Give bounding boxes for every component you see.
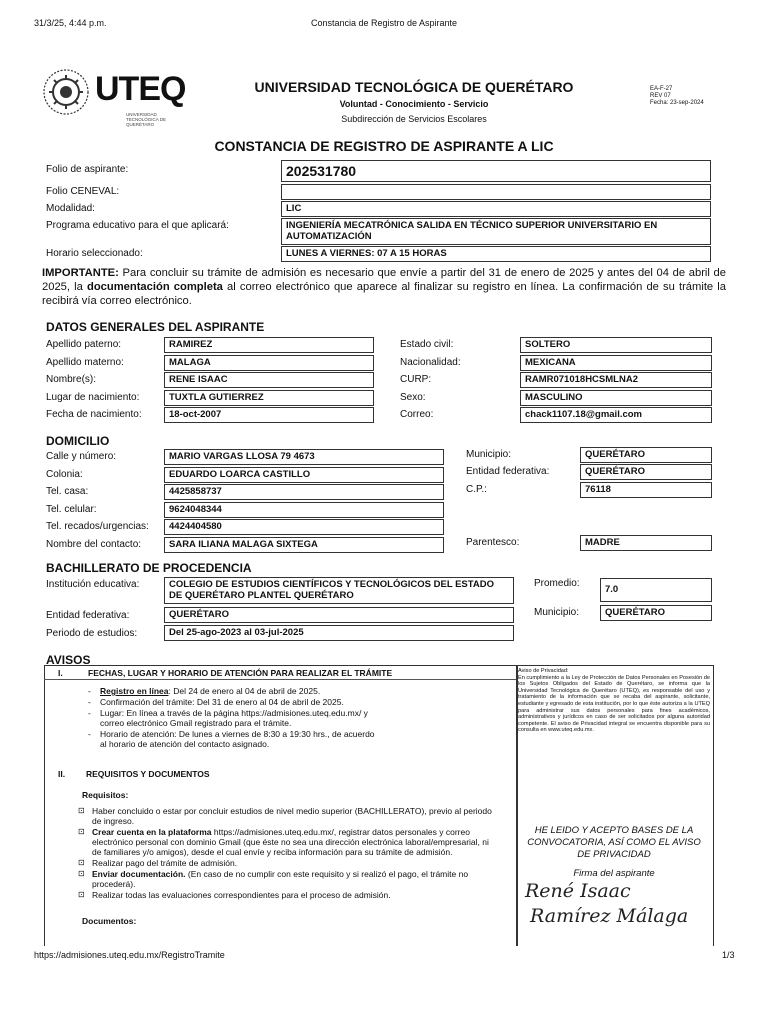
s1-item	[88, 697, 378, 707]
bach-inst-field: COLEGIO DE ESTUDIOS CIENTÍFICOS Y TECNOLÓGICOS DEL ESTADO DE QUERÉTARO PLANTEL QUERÉTARO	[164, 577, 514, 604]
datos-field: MALAGA	[164, 355, 374, 371]
s1-item-text: Horario de atención: De lunes a viernes de 8:30 a 19:30 hrs., de acuerdo al horario de atención del contacto asignado.	[100, 729, 375, 749]
dom-entidad-field: QUERÉTARO	[580, 464, 712, 480]
datos-field: 18-oct-2007	[164, 407, 374, 423]
requisito-item	[78, 890, 498, 900]
datos-label: Apellido paterno:	[46, 339, 122, 350]
requisito-item	[78, 806, 498, 826]
signature-line-1: René Isaac	[525, 880, 631, 902]
domicilio-label: Nombre del contacto:	[46, 538, 142, 550]
section-title-avisos: AVISOS	[46, 653, 91, 667]
ceneval-label: Folio CENEVAL:	[46, 186, 120, 197]
s2-number: II.	[58, 769, 66, 779]
domicilio-field: SARA ILIANA MALAGA SIXTEGA	[164, 537, 444, 553]
document-title: CONSTANCIA DE REGISTRO DE ASPIRANTE A LIC	[214, 138, 554, 154]
acceptance-text: HE LEIDO Y ACEPTO BASES DE LA CONVOCATORIA, ASÍ COMO EL AVISO DE PRIVACIDAD	[527, 825, 701, 860]
datos-field: SOLTERO	[520, 337, 712, 353]
s1-item	[88, 686, 378, 696]
section-title-domicilio: DOMICILIO	[46, 434, 110, 448]
dom-parentesco-label: Parentesco:	[466, 537, 520, 548]
modalidad-field: LIC	[281, 201, 711, 217]
section-title-datos: DATOS GENERALES DEL ASPIRANTE	[46, 320, 265, 334]
s2-title: REQUISITOS Y DOCUMENTOS	[86, 769, 210, 779]
domicilio-field: 4425858737	[164, 484, 444, 500]
folio-label: Folio de aspirante:	[46, 164, 129, 175]
bach-entidad-label: Entidad federativa:	[46, 610, 130, 621]
s1-list	[88, 686, 378, 750]
s1-item	[88, 708, 378, 728]
bach-inst-label: Institución educativa:	[46, 579, 140, 590]
s1-item-text: Lugar: En línea a través de la página https://admisiones.uteq.edu.mx/ y correo electrónico Gmail registrado para el trámite.	[100, 708, 368, 728]
domicilio-field: EDUARDO LOARCA CASTILLO	[164, 467, 444, 483]
datos-label: Estado civil:	[400, 339, 454, 350]
programa-field: INGENIERÍA MECATRÓNICA SALIDA EN TÉCNICO SUPERIOR UNIVERSITARIO EN AUTOMATIZACIÓN	[281, 218, 711, 245]
s1-item-text: Confirmación del trámite: Del 31 de enero al 04 de abril de 2025.	[100, 697, 344, 707]
dom-cp-label: C.P.:	[466, 484, 487, 495]
domicilio-field: 4424404580	[164, 519, 444, 535]
requisito-item	[78, 858, 498, 868]
dom-parentesco-field: MADRE	[580, 535, 712, 551]
domicilio-label: Tel. celular:	[46, 503, 97, 515]
datos-field: MASCULINO	[520, 390, 712, 406]
programa-label: Programa educativo para el que aplicará:	[46, 220, 229, 231]
print-page-title: Constancia de Registro de Aspirante	[310, 18, 458, 28]
firma-label: Firma del aspirante	[573, 868, 655, 879]
uteq-logo: UTEQ	[95, 70, 186, 108]
requisito-lead: Crear cuenta en la plataforma	[92, 827, 212, 837]
bullet-dash: -	[88, 686, 91, 696]
datos-field: RENE ISAAC	[164, 372, 374, 388]
datos-label: Apellido materno:	[46, 356, 124, 368]
print-timestamp: 31/3/25, 4:44 p.m.	[34, 18, 107, 28]
bullet-dash: -	[88, 729, 91, 739]
checkbox-icon: ⊡	[78, 827, 85, 836]
domicilio-field: 9624048344	[164, 502, 444, 518]
requisito-text: https://admisiones.uteq.edu.mx/, registrar datos personales y correo electrónico personal con dominio Gmail (que éste no sea una dirección electrónica laboral/empresarial, ni de familiares y/o amigos), desde el cual envíe y reciba información para su trámite de admisión.	[92, 827, 489, 857]
domicilio-label: Tel. recados/urgencias:	[46, 521, 149, 532]
requisito-lead: Enviar documentación.	[92, 869, 186, 879]
requisito-text: (En caso de no cumplir con este requisito y si realizó el pago, el trámite no procederá).	[92, 869, 469, 889]
important-notice: IMPORTANTE: Para concluir su trámite de admisión es necesario que envíe a partir del 31 de enero de 2025 y antes del 04 de abril de 2025, la documentación completa al correo electrónico que aparece al finalizar su registro en línea. La confirmación de su trámite la recibirá vía correo electrónico.	[42, 267, 726, 307]
s1-item	[88, 729, 378, 749]
datos-label: Sexo:	[400, 391, 426, 403]
datos-label: Nombre(s):	[46, 374, 97, 385]
ceneval-field	[281, 184, 711, 200]
privacy-notice: Aviso de Privacidad: En cumplimiento a la Ley de Protección de Datos Personales en Posesión de los Sujetos Obligados del Estado de Querétaro, se informa que la Universidad Tecnológica de Querétaro (UTEQ), es responsable del uso y tratamiento de la información que se recaba del aspirante, solicitante, estudiante y egresado de esta institución, por lo que éste autoriza a la UTEQ para administrar sus datos personales para fines académicos, administrativos y jurídicos en caso de ser solicitados por alguna autoridad competente. El aviso de Privacidad integral se encuentra disponible para su consulta en www.uteq.edu.mx.	[518, 668, 710, 734]
print-page-number: 1/3	[722, 950, 735, 960]
bach-municipio-field: QUERÉTARO	[600, 605, 712, 621]
requisito-text: Realizar todas las evaluaciones correspondientes para el proceso de admisión.	[92, 890, 391, 900]
uteq-logo-subtext: UNIVERSIDAD TECNOLÓGICA DE QUERÉTARO	[126, 112, 167, 127]
horario-label: Horario seleccionado:	[46, 248, 143, 259]
requisito-item	[78, 869, 498, 889]
document-code: EA-F-27 REV 07 Fecha: 23-sep-2024	[650, 86, 704, 106]
bach-periodo-field: Del 25-ago-2023 al 03-jul-2025	[164, 625, 514, 641]
domicilio-label: Tel. casa:	[46, 486, 89, 497]
requisitos-list	[78, 806, 498, 901]
s1-title: FECHAS, LUGAR Y HORARIO DE ATENCIÓN PARA REALIZAR EL TRÁMITE	[88, 668, 393, 678]
bach-entidad-field: QUERÉTARO	[164, 607, 514, 623]
documentos-label: Documentos:	[82, 916, 137, 926]
bach-municipio-label: Municipio:	[534, 607, 580, 618]
datos-field: RAMIREZ	[164, 337, 374, 353]
signature-line-2: Ramírez Málaga	[530, 905, 689, 927]
s1-item-lead: Registro en línea	[100, 686, 169, 696]
requisito-item	[78, 827, 498, 857]
dom-municipio-label: Municipio:	[466, 449, 512, 460]
s1-number: I.	[58, 668, 63, 678]
s1-item-text: : Del 24 de enero al 04 de abril de 2025.	[168, 686, 321, 696]
bach-promedio-label: Promedio:	[534, 578, 580, 589]
checkbox-icon: ⊡	[78, 806, 85, 815]
bach-promedio-field: 7.0	[600, 578, 712, 602]
domicilio-label: Colonia:	[46, 468, 83, 480]
folio-field: 202531780	[281, 160, 711, 182]
domicilio-label: Calle y número:	[46, 451, 117, 462]
dom-cp-field: 76118	[580, 482, 712, 498]
uteq-seal-icon	[42, 68, 90, 116]
checkbox-icon: ⊡	[78, 858, 85, 867]
datos-label: Lugar de nacimiento:	[46, 391, 140, 403]
dom-entidad-label: Entidad federativa:	[466, 466, 550, 477]
bullet-dash: -	[88, 697, 91, 707]
department-name: Subdirección de Servicios Escolares	[341, 114, 487, 124]
horario-field: LUNES A VIERNES: 07 A 15 HORAS	[281, 246, 711, 262]
university-motto: Voluntad - Conocimiento - Servicio	[339, 99, 489, 109]
datos-label: Fecha de nacimiento:	[46, 409, 142, 420]
requisitos-label: Requisitos:	[82, 790, 129, 800]
print-url: https://admisiones.uteq.edu.mx/RegistroTramite	[34, 950, 225, 960]
university-name: UNIVERSIDAD TECNOLÓGICA DE QUERÉTARO	[254, 79, 574, 95]
checkbox-icon: ⊡	[78, 890, 85, 899]
datos-label: CURP:	[400, 374, 432, 385]
datos-label: Correo:	[400, 409, 434, 420]
requisito-text: Haber concluido o estar por concluir estudios de nivel medio superior (BACHILLERATO), previo al periodo de ingreso.	[92, 806, 492, 826]
domicilio-field: MARIO VARGAS LLOSA 79 4673	[164, 449, 444, 465]
bullet-dash: -	[88, 708, 91, 718]
section-title-bachillerato: BACHILLERATO DE PROCEDENCIA	[46, 561, 252, 575]
datos-field: TUXTLA GUTIERREZ	[164, 390, 374, 406]
bach-periodo-label: Periodo de estudios:	[46, 628, 138, 639]
datos-label: Nacionalidad:	[400, 356, 461, 368]
modalidad-label: Modalidad:	[46, 203, 95, 214]
checkbox-icon: ⊡	[78, 869, 85, 878]
datos-field: RAMR071018HCSMLNA2	[520, 372, 712, 388]
dom-municipio-field: QUERÉTARO	[580, 447, 712, 463]
datos-field: MEXICANA	[520, 355, 712, 371]
datos-field: chack1107.18@gmail.com	[520, 407, 712, 423]
requisito-text: Realizar pago del trámite de admisión.	[92, 858, 238, 868]
